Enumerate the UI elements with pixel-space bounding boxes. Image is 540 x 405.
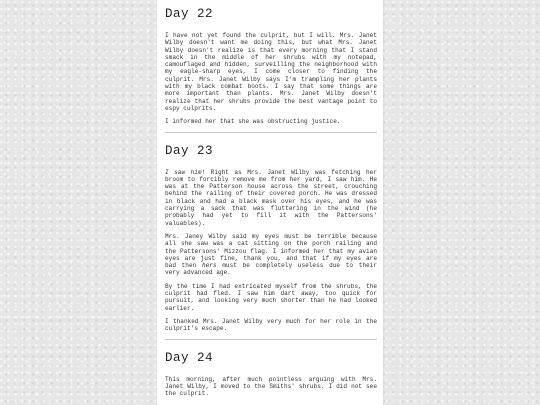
entry-day-22 <box>165 6 377 126</box>
entry-paragraph: I informed her that she was obstructing justice. <box>165 118 341 126</box>
paragraph-text: Right as Mrs. Janet Wilby was fetching her broom to forcibly remove me from her yard, I saw him. He was at the Patterson house across the street, crouching behind the railing of their covered porch. He was dressed in black and had a black mask over his eyes, and he was carrying a sack that was fluttering in the wind (he probably had yet to fill it with the Pattersons' valuables). <box>165 168 377 227</box>
journal-content <box>165 6 377 403</box>
emphasis-text: I saw him! <box>165 168 206 176</box>
journal-page <box>157 0 383 405</box>
paragraph-text: Mrs. Janey Wilby said my eyes must be terrible because all she saw was a cat sitting on the porch railing and the Pattersons' Mizzou flag. I informed her that my avian eyes are just fine, thank you, and that if my eyes are bad then <box>165 232 377 270</box>
entry-day-24 <box>165 350 377 398</box>
entry-paragraph: This morning, after much pointless arguing with Mrs. Janet Wilby, I moved to the Smiths' shrubs. I did not see the culprit. <box>165 375 377 398</box>
entry-paragraph: I thanked Mrs. Janet Wilby very much for her role in the culprit's escape. <box>165 317 377 333</box>
entry-paragraph: I have not yet found the culprit, but I will. Mrs. Janet Wilby doesn't want me doing this, but what Mrs. Janet Wilby doesn't realize is that every morning that I stand smack in the middle of her shrubs with my notepad, camouflaged and hidden, surveilling the neighborhood with my eagle-sharp eyes, I come closer to finding the culprit. Mrs. Janet Wilby says I'm trampling her plants with my black combat boots. I say that some things are more important than plants. Mrs. Janet Wilby doesn't realize that her shrubs provide the best vantage point to espy culprits. <box>165 32 377 112</box>
entry-title: Day 23 <box>165 143 214 158</box>
entry-divider <box>165 339 377 340</box>
entry-title: Day 24 <box>165 350 214 365</box>
entry-paragraph: By the time I had extricated myself from the shrubs, the culprit had fled. I saw him dart away, too quick for pursuit, and looking very much shorter than he had looked earlier. <box>165 282 377 312</box>
entry-title: Day 22 <box>165 7 214 21</box>
entry-day-23 <box>165 143 377 333</box>
entry-divider <box>165 132 377 133</box>
paragraph-text: must be completely useless due to their very advanced age. <box>165 262 377 277</box>
emphasis-text: hers <box>201 262 217 270</box>
entry-paragraph <box>165 233 377 277</box>
entry-paragraph <box>165 169 377 227</box>
